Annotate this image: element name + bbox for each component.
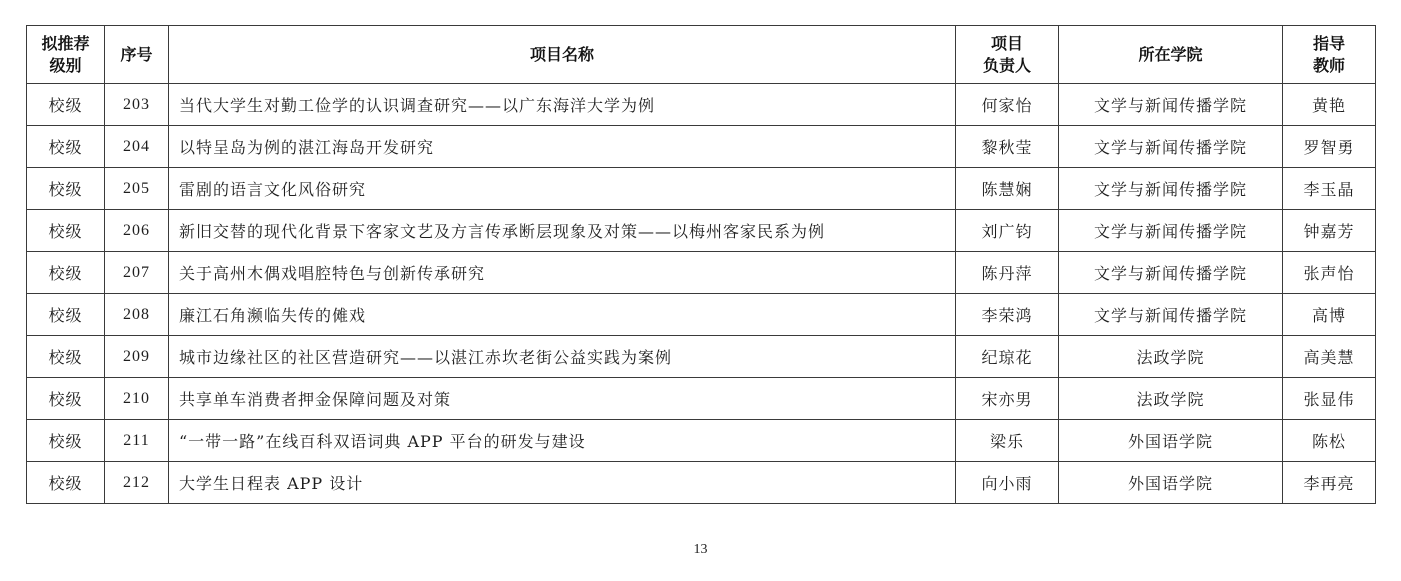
cell-advisor: 张声怡	[1283, 252, 1376, 294]
cell-college: 文学与新闻传播学院	[1059, 252, 1283, 294]
cell-seq: 204	[105, 126, 169, 168]
cell-project-name: 以特呈岛为例的湛江海岛开发研究	[169, 126, 956, 168]
table-body	[27, 84, 1376, 504]
cell-college: 外国语学院	[1059, 420, 1283, 462]
cell-leader: 向小雨	[956, 462, 1059, 504]
table-row	[27, 378, 1376, 420]
cell-seq: 206	[105, 210, 169, 252]
page-number: 13	[693, 542, 708, 557]
cell-project-name: 城市边缘社区的社区营造研究——以湛江赤坎老街公益实践为案例	[169, 336, 956, 378]
table-row	[27, 210, 1376, 252]
header-level	[27, 26, 105, 84]
table-row	[27, 462, 1376, 504]
cell-leader: 宋亦男	[956, 378, 1059, 420]
cell-leader: 黎秋莹	[956, 126, 1059, 168]
cell-level: 校级	[27, 210, 105, 252]
cell-leader: 陈慧娴	[956, 168, 1059, 210]
cell-project-name: 当代大学生对勤工俭学的认识调查研究——以广东海洋大学为例	[169, 84, 956, 126]
table-row	[27, 294, 1376, 336]
header-advisor-line1: 指导	[1312, 33, 1345, 53]
cell-advisor: 陈松	[1283, 420, 1376, 462]
cell-college: 文学与新闻传播学院	[1059, 210, 1283, 252]
table-row	[27, 126, 1376, 168]
header-leader-line2: 负责人	[982, 55, 1031, 75]
cell-level: 校级	[27, 252, 105, 294]
cell-advisor: 李再亮	[1283, 462, 1376, 504]
header-leader-line1: 项目	[990, 33, 1023, 53]
cell-seq: 207	[105, 252, 169, 294]
header-row	[27, 26, 1376, 84]
cell-leader: 陈丹萍	[956, 252, 1059, 294]
cell-project-name: 新旧交替的现代化背景下客家文艺及方言传承断层现象及对策——以梅州客家民系为例	[169, 210, 956, 252]
table-row	[27, 84, 1376, 126]
header-project-name-label: 项目名称	[529, 44, 594, 64]
cell-advisor: 张显伟	[1283, 378, 1376, 420]
cell-advisor: 黄艳	[1283, 84, 1376, 126]
cell-college: 文学与新闻传播学院	[1059, 294, 1283, 336]
header-seq-label: 序号	[120, 44, 153, 64]
cell-advisor: 罗智勇	[1283, 126, 1376, 168]
table-row	[27, 336, 1376, 378]
table-header	[27, 26, 1376, 84]
cell-level: 校级	[27, 378, 105, 420]
header-level-line2: 级别	[49, 55, 82, 75]
cell-level: 校级	[27, 420, 105, 462]
cell-project-name: 共享单车消费者押金保障问题及对策	[169, 378, 956, 420]
cell-project-name: 雷剧的语言文化风俗研究	[169, 168, 956, 210]
cell-advisor: 高美慧	[1283, 336, 1376, 378]
cell-leader: 李荣鸿	[956, 294, 1059, 336]
cell-level: 校级	[27, 84, 105, 126]
header-college-label: 所在学院	[1138, 44, 1203, 64]
header-advisor-line2: 教师	[1312, 55, 1345, 75]
cell-level: 校级	[27, 294, 105, 336]
cell-advisor: 高博	[1283, 294, 1376, 336]
cell-seq: 210	[105, 378, 169, 420]
cell-level: 校级	[27, 462, 105, 504]
header-advisor	[1283, 26, 1376, 84]
cell-seq: 209	[105, 336, 169, 378]
cell-college: 外国语学院	[1059, 462, 1283, 504]
cell-leader: 梁乐	[956, 420, 1059, 462]
table-row	[27, 168, 1376, 210]
cell-leader: 纪琼花	[956, 336, 1059, 378]
cell-seq: 205	[105, 168, 169, 210]
header-level-line1: 拟推荐	[41, 33, 90, 53]
cell-college: 文学与新闻传播学院	[1059, 126, 1283, 168]
cell-level: 校级	[27, 336, 105, 378]
cell-college: 文学与新闻传播学院	[1059, 168, 1283, 210]
cell-seq: 203	[105, 84, 169, 126]
cell-project-name: 大学生日程表 APP 设计	[169, 462, 956, 504]
cell-leader: 刘广钧	[956, 210, 1059, 252]
cell-college: 文学与新闻传播学院	[1059, 84, 1283, 126]
header-project-name	[169, 26, 956, 84]
cell-project-name: “一带一路”在线百科双语词典 APP 平台的研发与建设	[169, 420, 956, 462]
header-college	[1059, 26, 1283, 84]
cell-college: 法政学院	[1059, 378, 1283, 420]
cell-project-name: 廉江石角濒临失传的傩戏	[169, 294, 956, 336]
cell-seq: 212	[105, 462, 169, 504]
cell-advisor: 钟嘉芳	[1283, 210, 1376, 252]
table-row	[27, 252, 1376, 294]
cell-college: 法政学院	[1059, 336, 1283, 378]
header-seq	[105, 26, 169, 84]
cell-seq: 211	[105, 420, 169, 462]
cell-advisor: 李玉晶	[1283, 168, 1376, 210]
cell-project-name: 关于高州木偶戏唱腔特色与创新传承研究	[169, 252, 956, 294]
cell-leader: 何家怡	[956, 84, 1059, 126]
project-table	[26, 25, 1376, 504]
cell-level: 校级	[27, 126, 105, 168]
header-leader	[956, 26, 1059, 84]
cell-level: 校级	[27, 168, 105, 210]
table-row	[27, 420, 1376, 462]
cell-seq: 208	[105, 294, 169, 336]
